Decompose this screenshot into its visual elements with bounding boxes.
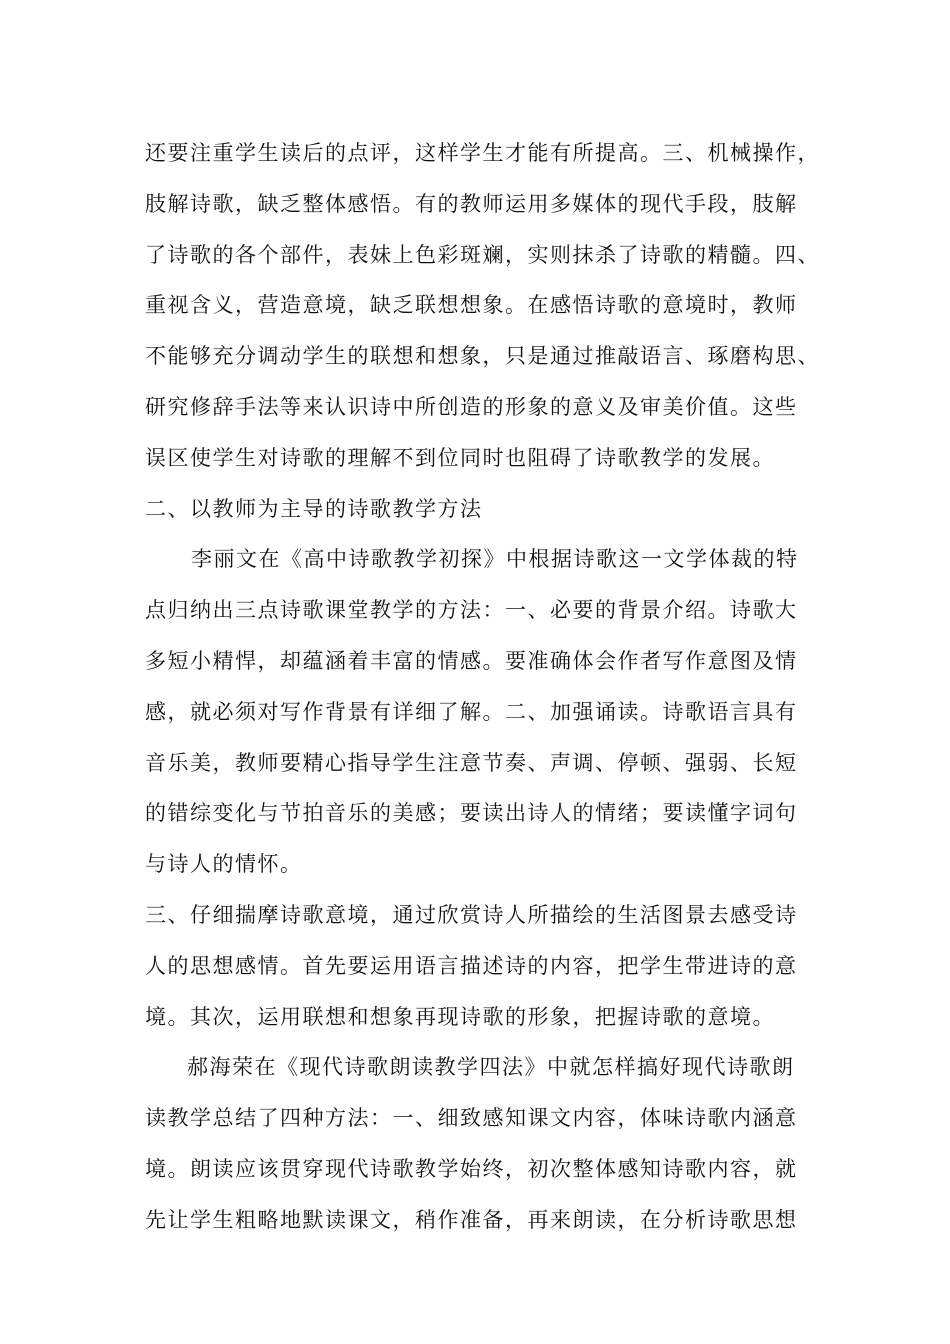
text-line: 与诗人的情怀。 xyxy=(145,852,303,877)
text-line: 三、仔细揣摩诗歌意境，通过欣赏诗人所描绘的生活图景去感受诗 xyxy=(145,902,798,927)
text-line: 感，就必须对写作背景有详细了解。二、加强诵读。诗歌语言具有 xyxy=(145,699,798,724)
text-line: 多短小精悍，却蕴涵着丰富的情感。要准确体会作者写作意图及情 xyxy=(145,648,798,673)
body-text xyxy=(145,128,825,1246)
paragraph-start-line: 郝海荣在《现代诗歌朗读教学四法》中就怎样搞好现代诗歌朗 xyxy=(187,1055,795,1080)
text-line: 先让学生粗略地默读课文，稍作准备，再来朗读，在分析诗歌思想 xyxy=(145,1207,798,1232)
paragraph-start-line: 李丽文在《高中诗歌教学初探》中根据诗歌这一文学体裁的特 xyxy=(191,547,799,572)
text-line: 境。其次，运用联想和想象再现诗歌的形象，把握诗歌的意境。 xyxy=(145,1004,775,1029)
text-line: 音乐美，教师要精心指导学生注意节奏、声调、停顿、强弱、长短 xyxy=(145,750,798,775)
section-heading: 二、以教师为主导的诗歌教学方法 xyxy=(145,496,483,521)
text-line: 点归纳出三点诗歌课堂教学的方法：一、必要的背景介绍。诗歌大 xyxy=(145,598,798,623)
text-line: 还要注重学生读后的点评，这样学生才能有所提高。三、机械操作， xyxy=(145,141,820,165)
text-line: 读教学总结了四种方法：一、细致感知课文内容，体味诗歌内涵意 xyxy=(145,1106,798,1131)
text-line: 误区使学生对诗歌的理解不到位同时也阻碍了诗歌教学的发展。 xyxy=(145,445,775,470)
text-line: 的错综变化与节拍音乐的美感；要读出诗人的情绪；要读懂字词句 xyxy=(145,801,798,826)
text-line: 重视含义，营造意境，缺乏联想想象。在感悟诗歌的意境时，教师 xyxy=(145,293,798,318)
text-line: 境。朗读应该贯穿现代诗歌教学始终，初次整体感知诗歌内容，就 xyxy=(145,1156,798,1181)
text-line: 不能够充分调动学生的联想和想象，只是通过推敲语言、琢磨构思、 xyxy=(145,344,820,369)
text-line: 了诗歌的各个部件，表妹上色彩斑斓，实则抹杀了诗歌的精髓。四、 xyxy=(145,242,820,267)
text-line: 人的思想感情。首先要运用语言描述诗的内容，把学生带进诗的意 xyxy=(145,953,798,978)
text-line: 研究修辞手法等来认识诗中所创造的形象的意义及审美价值。这些 xyxy=(145,394,798,419)
text-line: 肢解诗歌，缺乏整体感悟。有的教师运用多媒体的现代手段，肢解 xyxy=(145,191,798,216)
